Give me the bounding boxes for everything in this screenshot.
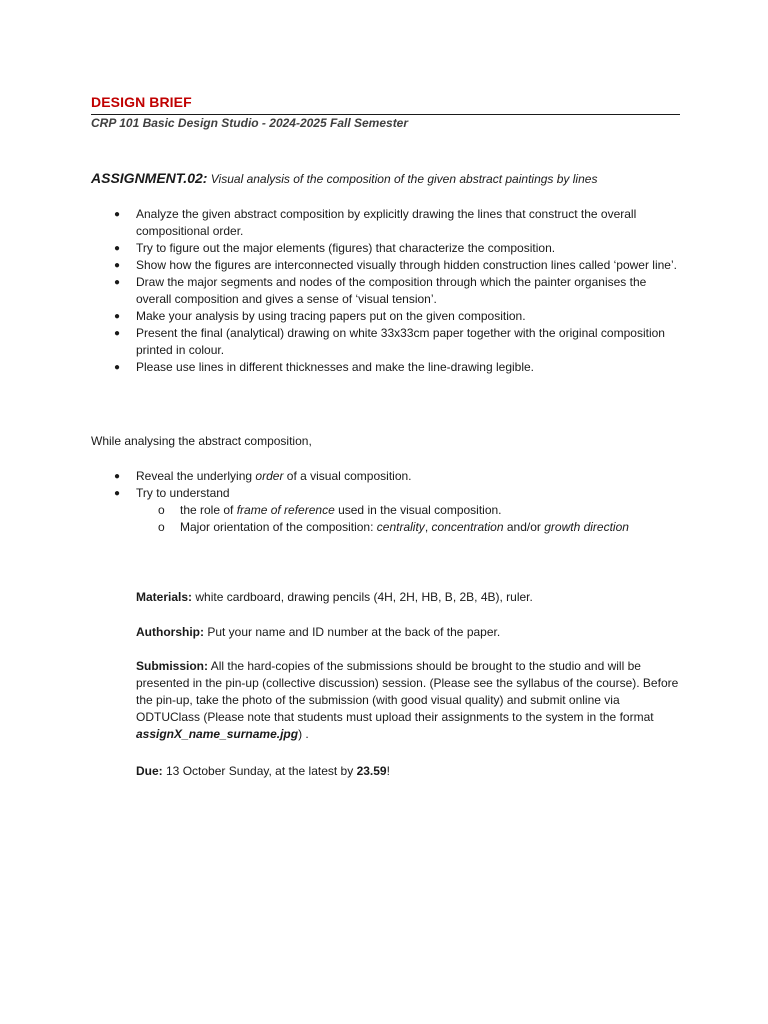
bullet-icon: ● — [114, 260, 121, 271]
bullet-icon: ● — [114, 277, 121, 288]
due-time: 23.59 — [356, 764, 387, 778]
bullet-icon: ● — [114, 328, 121, 339]
bullet-icon: ● — [114, 362, 121, 373]
instruction-item: ● Please use lines in different thicknesses and make the line-drawing legible. — [114, 360, 535, 374]
circle-bullet-icon: o — [158, 503, 165, 517]
due-paragraph: Due: 13 October Sunday, at the latest by 23.59! — [136, 764, 390, 778]
assignment-heading — [91, 170, 597, 186]
assignment-label: ASSIGNMENT.02: — [91, 170, 208, 186]
analysis-subitem: o Major orientation of the composition: centrality, concentration and/or growth direction — [158, 520, 629, 534]
instruction-item: ● Present the final (analytical) drawing on white 33x33cm paper together with the original composition printed in colour. — [114, 326, 665, 357]
instruction-item: ● Analyze the given abstract composition by explicitly drawing the lines that construct the overall compositional order. — [114, 207, 637, 238]
instruction-item: ● Make your analysis by using tracing papers put on the given composition. — [114, 309, 526, 323]
course-subtitle: CRP 101 Basic Design Studio - 2024-2025 Fall Semester — [91, 116, 409, 130]
bullet-icon: ● — [114, 243, 121, 254]
authorship-label: Authorship: — [136, 625, 204, 639]
submission-paragraph: Submission: All the hard-copies of the submissions should be brought to the studio and will be presented in the pin-up (collective discussion) session. (Please see the syllabus of the course). Before the pin-up, take the photo of the submission (with good visual quality) and submit online via ODTUClass (Please note that students must upload their assignments to the system in the format assignX_name_surname.jpg) . — [136, 659, 679, 741]
materials-paragraph: Materials: white cardboard, drawing pencils (4H, 2H, HB, B, 2B, 4B), ruler. — [136, 590, 533, 604]
materials-label: Materials: — [136, 590, 193, 604]
assignment-description: Visual analysis of the composition of the given abstract paintings by lines — [207, 172, 598, 186]
analysis-sublist — [136, 502, 680, 536]
instruction-item: ● Show how the figures are interconnected visually through hidden construction lines called ‘power line’. — [114, 258, 677, 272]
submission-label: Submission: — [136, 659, 209, 673]
bullet-icon: ● — [114, 471, 121, 482]
analysis-intro: While analysing the abstract composition, — [91, 434, 312, 448]
authorship-paragraph: Authorship: Put your name and ID number at the back of the paper. — [136, 625, 501, 639]
document-title: DESIGN BRIEF — [91, 94, 192, 110]
due-label: Due: — [136, 764, 163, 778]
bullet-icon: ● — [114, 488, 121, 499]
bullet-icon: ● — [114, 209, 121, 220]
instructions-list — [114, 206, 680, 376]
file-format: assignX_name_surname.jpg — [136, 727, 299, 741]
bullet-icon: ● — [114, 311, 121, 322]
analysis-item: ● Try to understand o the role of frame of reference used in the visual composition. o Major orientation of the composition: centrality, concentration and/or growth direction — [114, 485, 680, 536]
analysis-subitem: o the role of frame of reference used in the visual composition. — [158, 503, 502, 517]
header-divider — [91, 114, 680, 115]
circle-bullet-icon: o — [158, 520, 165, 534]
instruction-item: ● Draw the major segments and nodes of the composition through which the painter organises the overall composition and gives a sense of ‘visual tension’. — [114, 275, 647, 306]
analysis-item: ● Reveal the underlying order of a visual composition. — [114, 469, 412, 483]
instruction-item: ● Try to figure out the major elements (figures) that characterize the composition. — [114, 241, 556, 255]
analysis-list — [114, 468, 680, 536]
